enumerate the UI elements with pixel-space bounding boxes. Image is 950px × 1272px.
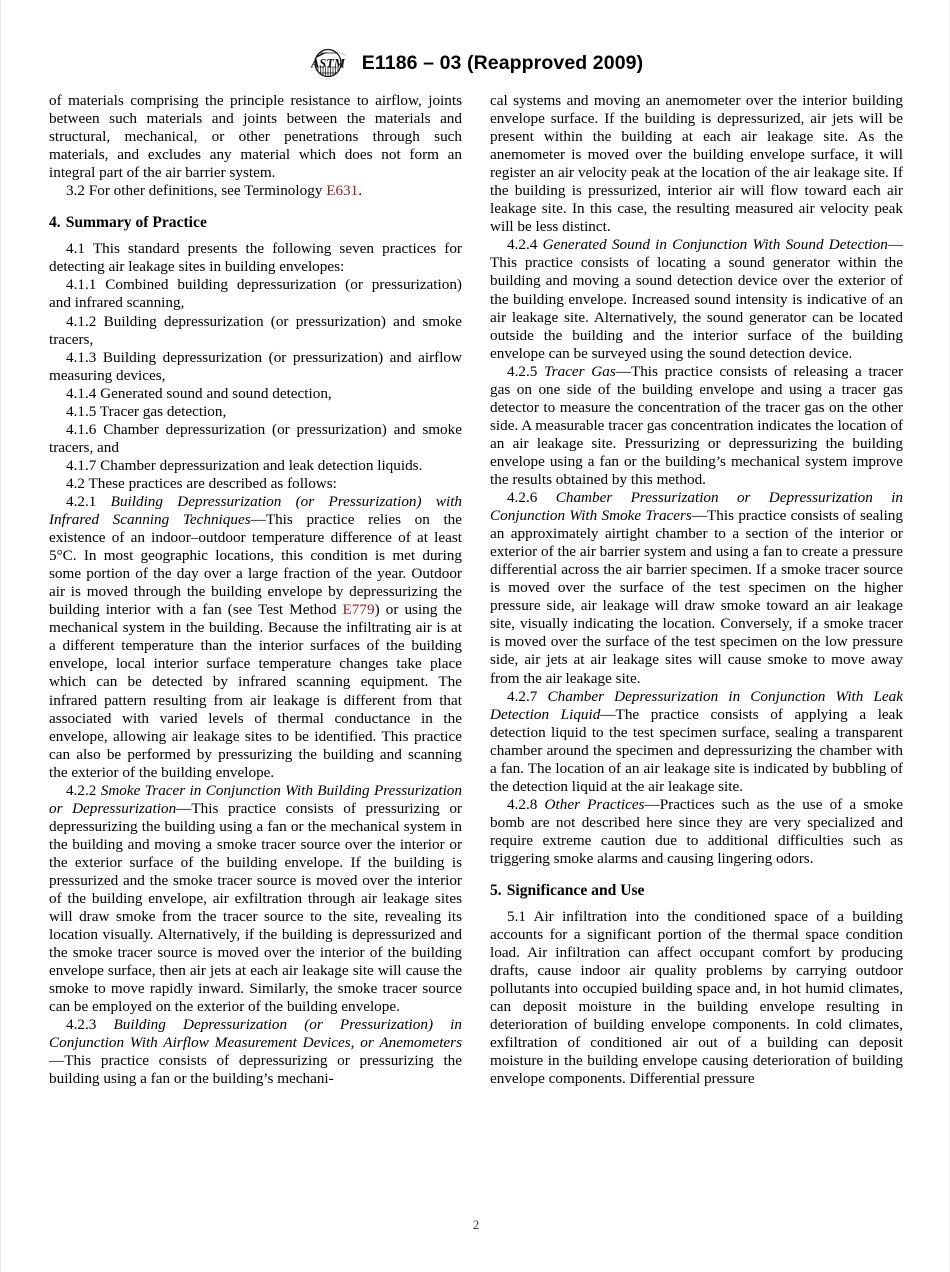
paragraph-text: This practice consists of sealing an approximately airtight chamber to a section of the interior or exterior of the air barrier system and using a fan to create a pressure differential across the air barrier specimen. If a smoke tracer source is moved over the surface of the test specimen on the higher pressure side, air leakage will draw smoke toward an air leakage site, visually indicating the location. Conversely, if a smoke tracer is moved over the surface of the test specimen on the low pressure side, air jets at air leakage sites will cause smoke to move away from the air leakage site. (490, 507, 903, 687)
practice-term: Smoke Tracer in Conjunction With Building Pressurization or Depressurization (49, 781, 462, 817)
paragraph-number: 4.1 (66, 240, 85, 258)
paragraph-number: 4.2 (66, 474, 85, 492)
section-heading-5 (490, 868, 903, 908)
section-heading-4 (49, 200, 462, 240)
paragraph-4-2-2 (49, 782, 462, 1017)
right-column (490, 92, 903, 1089)
list-item-text: Tracer gas detection, (99, 402, 227, 420)
list-item-text: Building depressurization (or pressurization) and smoke tracers, (49, 312, 462, 348)
two-column-body (49, 92, 904, 1089)
paragraph-4-2-5 (490, 363, 903, 489)
page-number: 2 (472, 1218, 480, 1232)
reference-link-e631[interactable]: E631 (326, 182, 359, 200)
paragraph-4-2-1 (49, 493, 462, 782)
paragraph-text-tail: ) or using the mechanical system in the building. Because the infiltrating air is at a different temperature than the interior surfaces of the building envelope, local interior surface temperature changes take place which can be detected by infrared scanning equipment. The infrared pattern resulting from air leakage is different from that associated with varied levels of thermal conductance in the envelope, allowing air leakage sites to be identified. This practice can also be performed by pressurizing the building and scanning the exterior of the building envelope. (49, 601, 462, 781)
paragraph-text: The practice consists of applying a leak detection liquid to the test specimen surface, sealing a transparent chamber around the specimen and depressurizing the chamber with a fan. The location of an air leakage site is indicated by bubbling of the detection liquid at the air leakage site. (490, 705, 903, 795)
paragraph-3-2 (49, 182, 462, 200)
astm-logo-icon (309, 48, 351, 78)
paragraph-text: This practice consists of locating a sound generator within the building and moving a sound detection device over the exterior of the building envelope. Increased sound intensity is indicative of an air leakage site. Alternatively, the sound generator can be located outside the building and the interior surface of the building envelope can be surveyed using the sound detection device. (490, 254, 903, 362)
paragraph-text: This practice relies on the existence of an indoor–outdoor temperature difference of at least 5°C. In most geographic locations, this condition is met during some portion of the day over a large fraction of the year. Outdoor air is moved through the building envelope by depressurizing the building interior with a fan (see Test Method (49, 511, 463, 619)
practice-term: Chamber Pressurization or Depressurization in Conjunction With Smoke Tracers (490, 489, 904, 525)
em-dash: — (600, 705, 616, 723)
list-item-4-1-6 (49, 421, 462, 457)
paragraph-text: This practice consists of pressurizing or depressurizing the building using a fan or the mechanical system in the building and moving a smoke tracer source over the interior or the exterior surface of the building envelope. If the building is pressurized and the smoke tracer source is moved over the interior of the building envelope, air exfiltration through air leakage sites will draw smoke from the tracer source to the site, revealing its location visually. Alternatively, if the building is depressurized and the smoke tracer source is moved over the interior of the building envelope surface, then air jets at each air leakage site will cause the smoke to move rapidly inward. Similarly, the smoke tracer source can be employed on the exterior of the building envelope. (49, 799, 462, 1016)
paragraph-4-2-3-continued: cal systems and moving an anemometer over the interior building envelope surface. If the building is depressurized, air jets will be present within the building at each air leakage site. As the anemometer is moved over the building envelope surface, it will register an air velocity peak at the location of the air leakage site. If the building is pressurized, interior air will flow toward each air leakage site. In this case, the resulting measured air velocity peak will be less distinct. (490, 92, 903, 236)
paragraph-number: 4.2.8 (507, 795, 538, 813)
paragraph-4-2-6 (490, 489, 903, 688)
section-number: 5. (490, 882, 502, 900)
list-item-4-1-1 (49, 276, 462, 312)
paragraph-3-1-continued: of materials comprising the principle resistance to airflow, joints between such materials and joints between the materials and structural, mechanical, or other penetrations through such materials, and excludes any material which does not form an integral part of the air barrier system. (49, 92, 462, 182)
list-item-4-1-5 (49, 403, 462, 421)
reference-link-e779[interactable]: E779 (342, 601, 375, 619)
em-dash: — (176, 799, 192, 817)
practice-term: Building Depressurization (or Pressurization) in Conjunction With Airflow Measurement Devices, or Anemometers (49, 1016, 462, 1052)
list-item-text: Chamber depressurization and leak detection liquids. (100, 456, 423, 474)
paragraph-4-2-8 (490, 796, 903, 868)
paragraph-number: 3.2 (66, 182, 85, 200)
paragraph-text: This standard presents the following seven practices for detecting air leakage sites in building envelopes: (49, 240, 462, 276)
list-item-number: 4.1.2 (66, 312, 97, 330)
list-item-number: 4.1.6 (66, 420, 97, 438)
practice-term: Generated Sound in Conjunction With Sound Detection (542, 236, 888, 254)
list-item-number: 4.1.5 (66, 402, 97, 420)
paragraph-5-1 (490, 908, 903, 1088)
paragraph-number: 4.2.3 (66, 1016, 97, 1034)
paragraph-4-2-4 (490, 236, 903, 362)
list-item-4-1-4 (49, 385, 462, 403)
list-item-number: 4.1.1 (66, 276, 97, 294)
paragraph-text: This practice consists of depressurizing or pressurizing the building using a fan or the building’s mechani- (49, 1052, 462, 1088)
paragraph-4-2 (49, 475, 462, 493)
paragraph-4-1 (49, 240, 462, 276)
list-item-text: Chamber depressurization (or pressurization) and smoke tracers, and (49, 420, 462, 456)
paragraph-number: 5.1 (507, 908, 526, 926)
em-dash: — (887, 236, 904, 254)
list-item-number: 4.1.4 (66, 384, 97, 402)
standard-designation: E1186 – 03 (Reapproved 2009) (361, 51, 644, 74)
left-column (49, 92, 462, 1089)
paragraph-text: These practices are described as follows: (88, 474, 337, 492)
list-item-number: 4.1.3 (66, 348, 97, 366)
paragraph-text: For other definitions, see Terminology (88, 182, 327, 200)
list-item-text: Building depressurization (or pressurization) and airflow measuring devices, (49, 348, 462, 384)
paragraph-4-2-7 (490, 688, 903, 796)
paragraph-number: 4.2.6 (507, 489, 538, 507)
section-number: 4. (49, 214, 61, 232)
list-item-text: Generated sound and sound detection, (100, 384, 332, 402)
em-dash: — (49, 1052, 65, 1070)
practice-term: Other Practices (544, 795, 645, 813)
list-item-text: Combined building depressurization (or pressurization) and infrared scanning, (49, 276, 462, 312)
section-title: Significance and Use (506, 882, 645, 900)
paragraph-text-tail: . (358, 182, 363, 200)
em-dash: — (691, 507, 708, 525)
page-footer (1, 1218, 950, 1233)
paragraph-text: Air infiltration into the conditioned space of a building accounts for a significant portion of the thermal space condition load. Air infiltration can affect occupant comfort by producing drafts, cause indoor air quality problems by carrying outdoor pollutants into occupied building space and, in hot humid climates, can deposit moisture in the building envelope resulting in deterioration of building envelope components. In cold climates, exfiltration of conditioned air out of a building can deposit moisture in the building envelope causing deterioration of building envelope components. Differential pressure (490, 908, 903, 1088)
practice-term: Chamber Depressurization in Conjunction With Leak Detection Liquid (490, 687, 903, 723)
paragraph-text: Practices such as the use of a smoke bomb are not described here since they are very specialized and require extreme caution due to additional difficulties such as triggering smoke alarms and causing lingering odors. (490, 795, 903, 867)
em-dash: — (644, 795, 660, 813)
list-item-4-1-2 (49, 313, 462, 349)
list-item-number: 4.1.7 (66, 456, 97, 474)
paragraph-text: This practice consists of releasing a tracer gas on one side of the building envelope and using a tracer gas detector to measure the concentration of the tracer gas on the other side. A measurable tracer gas concentration indicates the location of an air leakage site. Pressurizing or depressurizing the building envelope using a fan or the building’s mechanical system improve the results obtained by this method. (490, 362, 904, 488)
practice-term: Tracer Gas (544, 362, 616, 380)
section-title: Summary of Practice (65, 214, 207, 232)
em-dash: — (250, 511, 266, 529)
em-dash: — (615, 362, 631, 380)
paragraph-number: 4.2.1 (66, 492, 97, 510)
paragraph-number: 4.2.5 (507, 362, 538, 380)
paragraph-number: 4.2.7 (507, 687, 538, 705)
paragraph-number: 4.2.4 (507, 236, 538, 254)
list-item-4-1-7 (49, 457, 462, 475)
svg-text:ASTM: ASTM (310, 56, 345, 71)
list-item-4-1-3 (49, 349, 462, 385)
paragraph-number: 4.2.2 (66, 781, 97, 799)
practice-term: Building Depressurization (or Pressurization) with Infrared Scanning Techniques (49, 492, 463, 529)
page-header (1, 48, 950, 78)
paragraph-4-2-3 (49, 1016, 462, 1088)
